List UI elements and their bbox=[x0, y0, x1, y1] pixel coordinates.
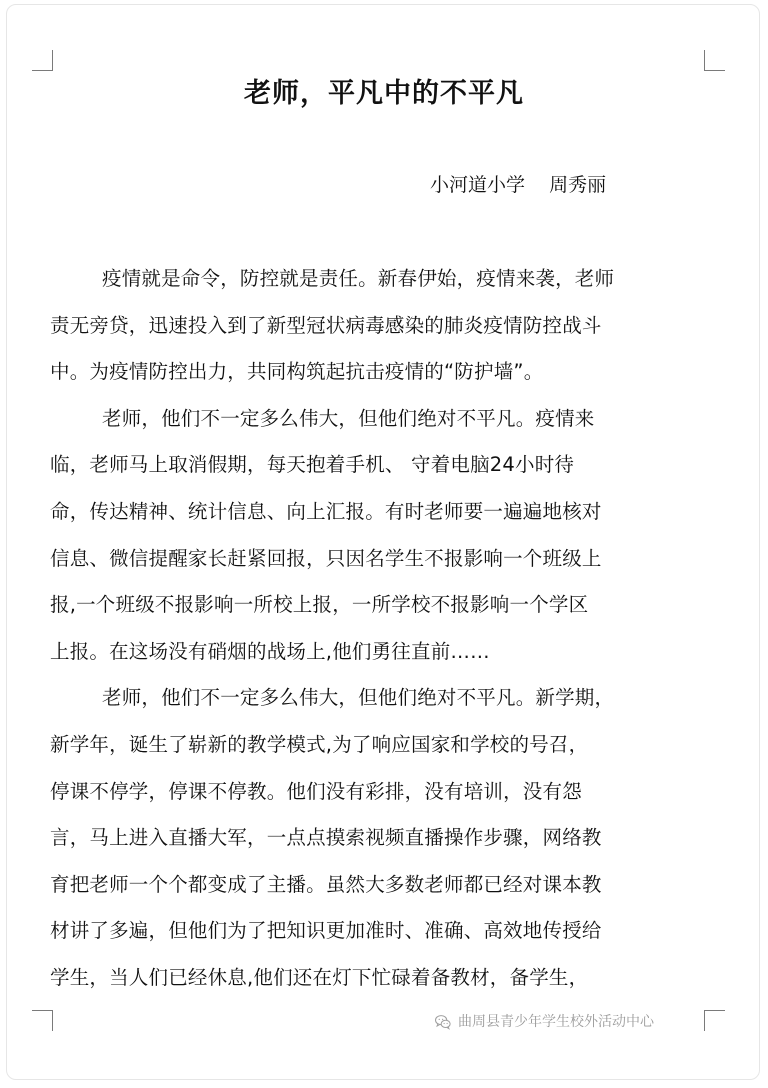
paragraph-2-line-6: 上报。在这场没有硝烟的战场上,他们勇往直前…… bbox=[50, 639, 490, 663]
watermark-text: 曲周县青少年学生校外活动中心 bbox=[458, 1014, 654, 1030]
wechat-watermark bbox=[434, 1010, 654, 1034]
document-title: 老师，平凡中的不平凡 bbox=[244, 78, 524, 109]
crop-mark-bottom-left bbox=[32, 1010, 53, 1031]
wechat-icon bbox=[434, 1013, 452, 1031]
author-line: 小河道小学 周秀丽 bbox=[430, 174, 607, 196]
paragraph-3-line-6: 材讲了多遍，但他们为了把知识更加准时、准确、高效地传授给 bbox=[50, 919, 602, 943]
paragraph-3-line-2: 新学年，诞生了崭新的教学模式,为了响应国家和学校的号召， bbox=[50, 732, 589, 756]
paragraph-2-line-2: 临，老师马上取消假期，每天抱着手机、 守着电脑24小时待 bbox=[50, 453, 575, 477]
paragraph-3-line-7: 学生，当人们已经休息,他们还在灯下忙碌着备教材，备学生， bbox=[50, 965, 589, 989]
paragraph-2-line-4: 信息、微信提醒家长赶紧回报，只因名学生不报影响一个班级上 bbox=[50, 546, 602, 570]
paragraph-1-line-3: 中。为疫情防控出力，共同构筑起抗击疫情的“防护墙”。 bbox=[50, 360, 544, 384]
crop-mark-bottom-right bbox=[704, 1010, 725, 1031]
paragraph-3-line-3: 停课不停学，停课不停教。他们没有彩排，没有培训，没有怨 bbox=[50, 779, 582, 803]
paragraph-1-line-2: 责无旁贷，迅速投入到了新型冠状病毒感染的肺炎疫情防控战斗 bbox=[50, 313, 602, 337]
document-body bbox=[50, 256, 718, 1002]
paragraph-3-line-5: 育把老师一个个都变成了主播。虽然大多数老师都已经对课本教 bbox=[50, 872, 602, 896]
paragraph-2-line-5: 报,一个班级不报影响一所校上报，一所学校不报影响一个学区 bbox=[50, 593, 589, 617]
paragraph-2-line-1: 老师，他们不一定多么伟大，但他们绝对不平凡。疫情来 bbox=[102, 406, 595, 430]
paragraph-3-line-1: 老师，他们不一定多么伟大，但他们绝对不平凡。新学期， bbox=[102, 686, 615, 710]
paragraph-3-line-4: 言，马上进入直播大军，一点点摸索视频直播操作步骤，网络教 bbox=[50, 826, 602, 850]
crop-mark-top-right bbox=[704, 50, 725, 71]
paragraph-2-line-3: 命，传达精神、统计信息、向上汇报。有时老师要一遍遍地核对 bbox=[50, 499, 602, 523]
crop-mark-top-left bbox=[32, 50, 53, 71]
paragraph-1-line-1: 疫情就是命令，防控就是责任。新春伊始，疫情来袭，老师 bbox=[102, 267, 615, 290]
